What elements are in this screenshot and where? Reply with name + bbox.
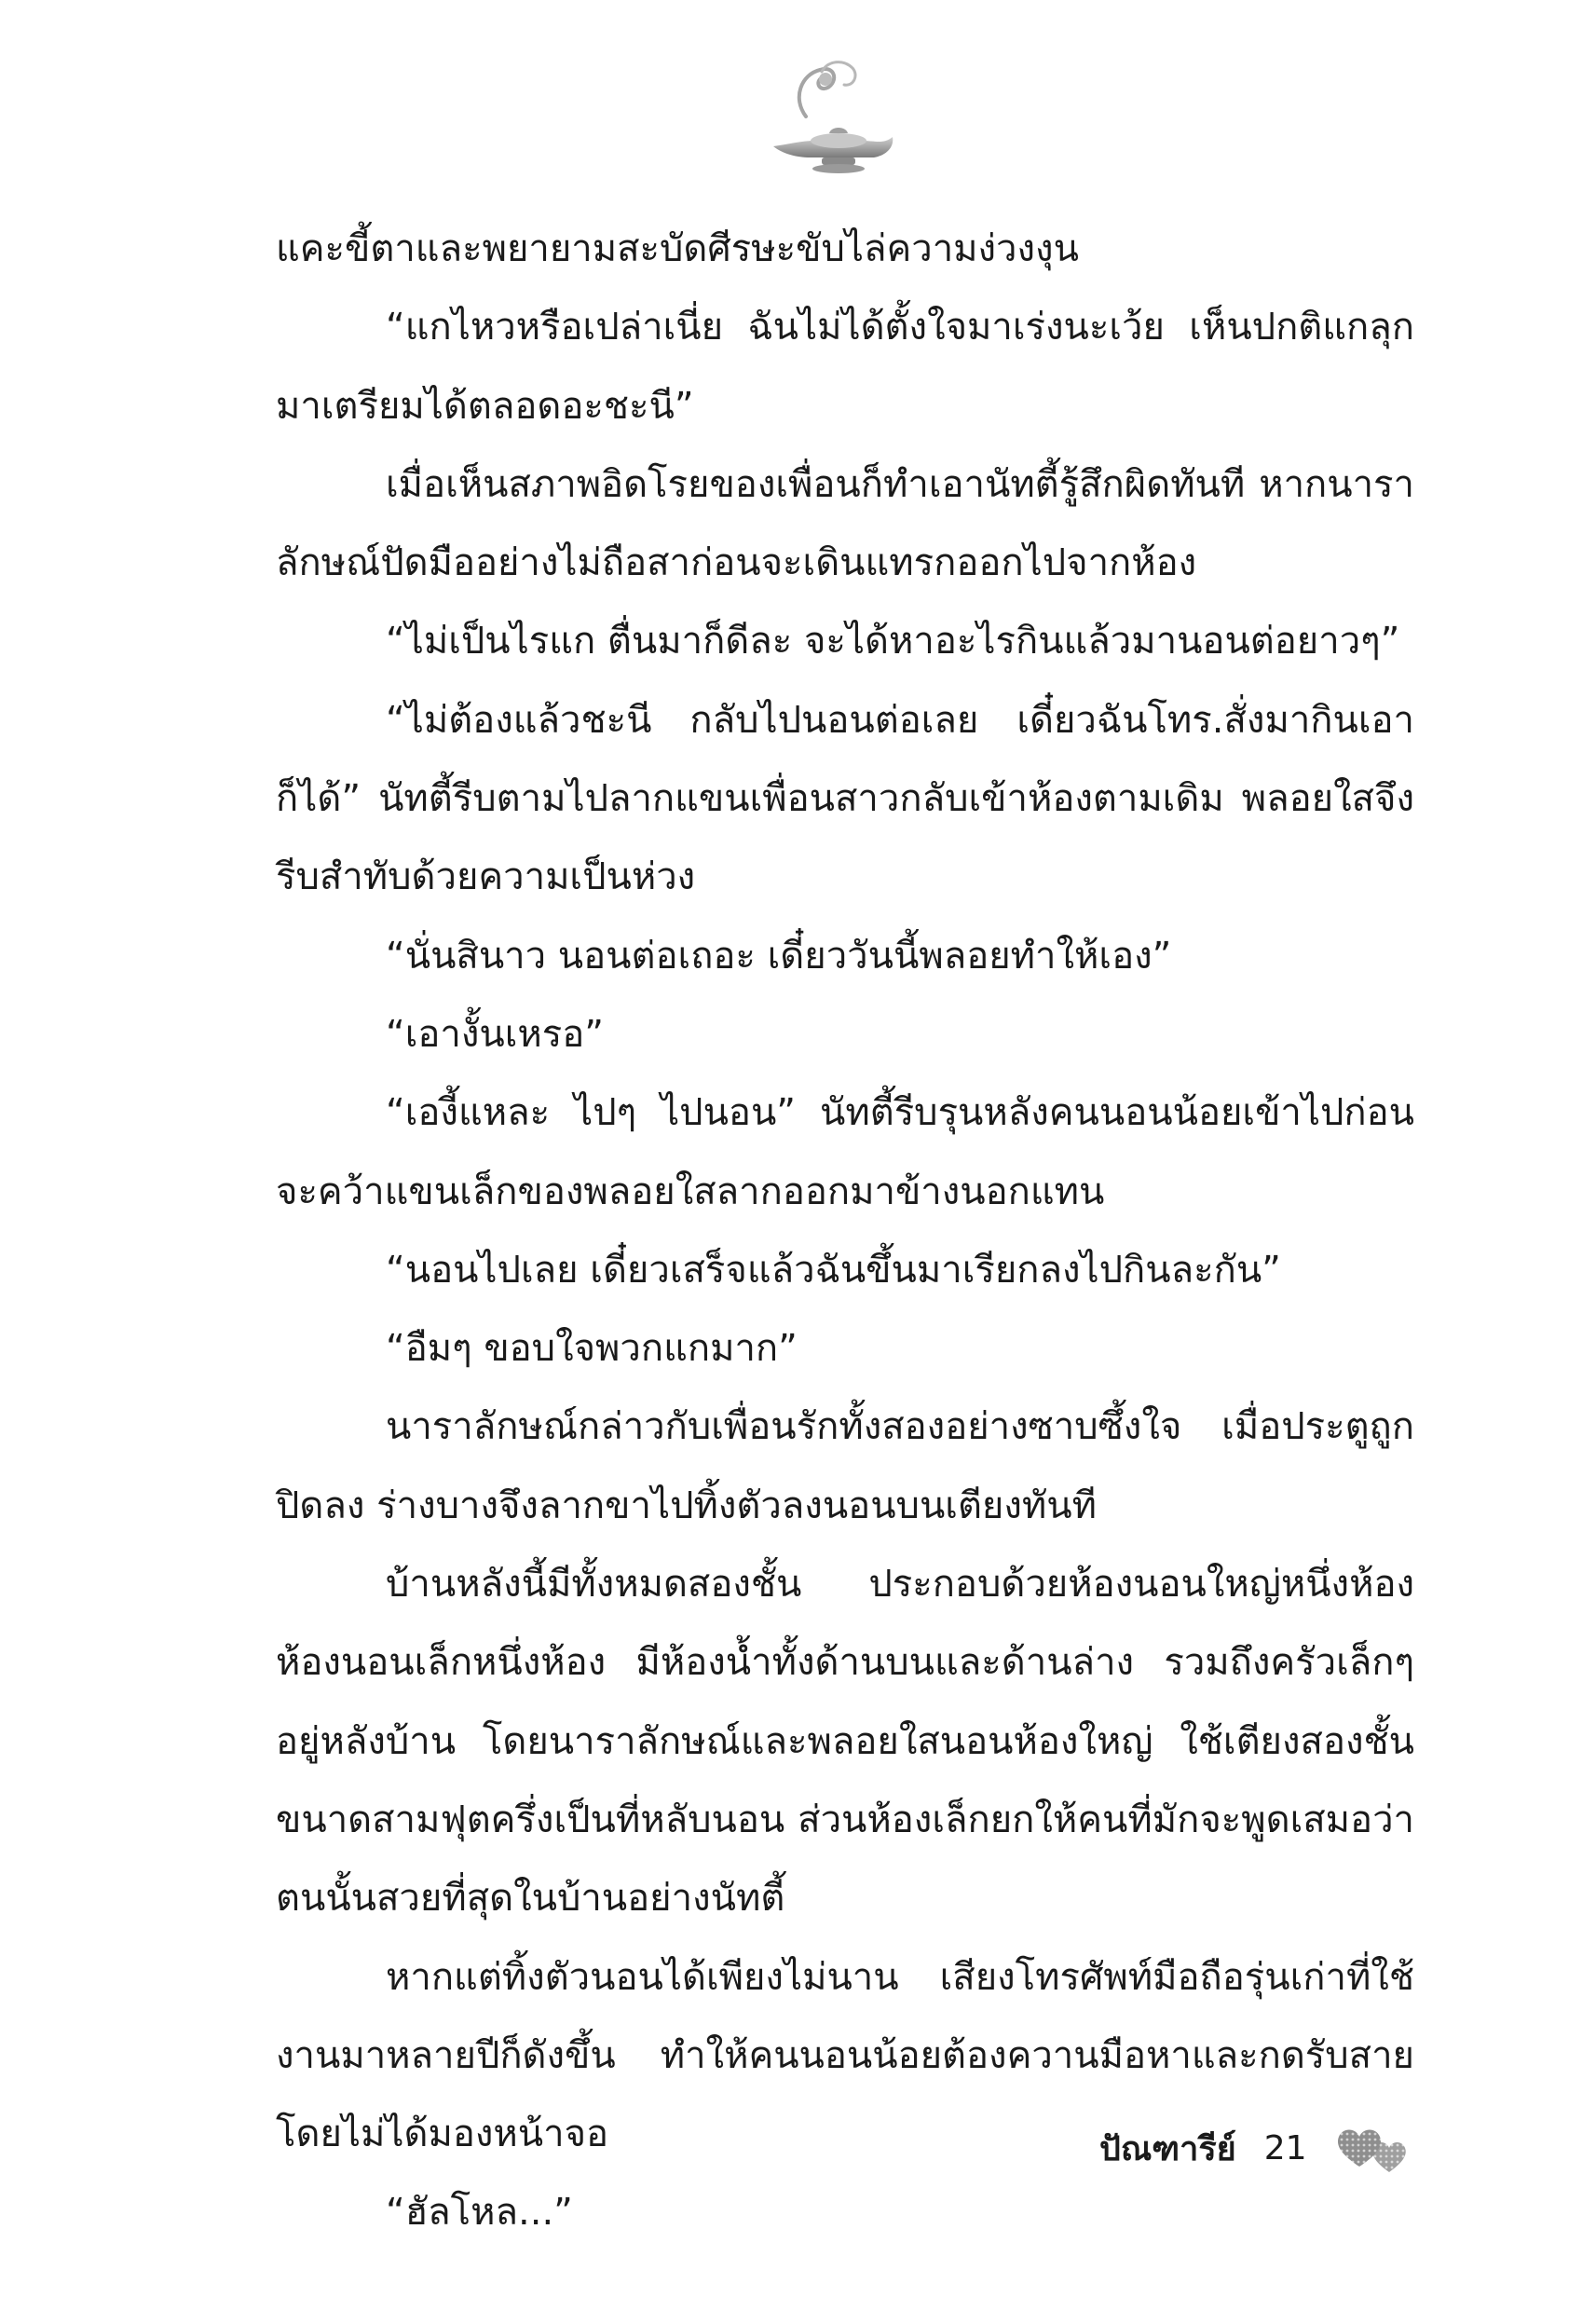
paragraph: “นั่นสินาว นอนต่อเถอะ เดี๋ยววันนี้พลอยทำให้เอง” <box>386 934 1172 978</box>
paragraph: นาราลักษณ์กล่าวกับเพื่อนรักทั้งสองอย่างซาบซึ้งใจ เมื่อประตูถูกปิดลง ร่างบางจึงลากขาไปทิ้งตัวลงนอนบนเตียงทันที <box>276 1405 1414 1527</box>
page-number: 21 <box>1263 2128 1307 2167</box>
paragraph: แคะขี้ตาและพยายามสะบัดศีรษะขับไล่ความง่วงงุน <box>276 227 1079 270</box>
paragraph: “นอนไปเลย เดี๋ยวเสร็จแล้วฉันขึ้นมาเรียกลงไปกินละกัน” <box>386 1248 1281 1292</box>
hearts-icon <box>1333 2120 1417 2176</box>
paragraph: “อืมๆ ขอบใจพวกแกมาก” <box>386 1327 798 1371</box>
book-title: ปัณฑารีย์ <box>1099 2129 1236 2168</box>
paragraph: หากแต่ทิ้งตัวนอนได้เพียงไม่นาน เสียงโทรศัพท์มือถือรุ่นเก่าที่ใช้งานมาหลายปีก็ดังขึ้น ทำให้คนนอนน้อยต้องควานมือหาและกดรับสายโดยไม่ได้มองหน้าจอ <box>276 1955 1414 2156</box>
paragraph: “ไม่ต้องแล้วชะนี กลับไปนอนต่อเลย เดี๋ยวฉันโทร.สั่งมากินเอาก็ได้” นัทตี้รีบตามไปลากแขนเพื่อนสาวกลับเข้าห้องตามเดิม พลอยใสจึงรีบสำทับด้วยความเป็นห่วง <box>276 698 1414 899</box>
paragraph: “ไม่เป็นไรแก ตื่นมาก็ดีละ จะได้หาอะไรกินแล้วมานอนต่อยาวๆ” <box>386 620 1400 663</box>
paragraph: “เองี้แหละ ไปๆ ไปนอน” นัทตี้รีบรุนหลังคนนอนน้อยเข้าไปก่อนจะคว้าแขนเล็กของพลอยใสลากออกมาข้างนอกแทน <box>276 1091 1414 1213</box>
genie-lamp-icon <box>764 51 904 182</box>
paragraph: เมื่อเห็นสภาพอิดโรยของเพื่อนก็ทำเอานัทตี้รู้สึกผิดทันที หากนาราลักษณ์ปัดมืออย่างไม่ถือสาก่อนจะเดินแทรกออกไปจากห้อง <box>276 462 1414 585</box>
paragraph: “เอางั้นเหรอ” <box>386 1012 605 1056</box>
paragraph: “ฮัลโหล...” <box>386 2191 573 2235</box>
body-text <box>276 210 1414 2252</box>
page-footer <box>1099 2120 1417 2176</box>
paragraph: “แกไหวหรือเปล่าเนี่ย ฉันไม่ได้ตั้งใจมาเร่งนะเว้ย เห็นปกติแกลุกมาเตรียมได้ตลอดอะชะนี” <box>276 306 1414 428</box>
paragraph: บ้านหลังนี้มีทั้งหมดสองชั้น ประกอบด้วยห้องนอนใหญ่หนึ่งห้อง ห้องนอนเล็กหนึ่งห้อง มีห้องน้ำทั้งด้านบนและด้านล่าง รวมถึงครัวเล็กๆ อยู่หลังบ้าน โดยนาราลักษณ์และพลอยใสนอนห้องใหญ่ ใช้เตียงสองชั้นขนาดสามฟุตครึ่งเป็นที่หลับนอน ส่วนห้องเล็กยกให้คนที่มักจะพูดเสมอว่าตนนั้นสวยที่สุดในบ้านอย่างนัทตี้ <box>276 1563 1414 1921</box>
